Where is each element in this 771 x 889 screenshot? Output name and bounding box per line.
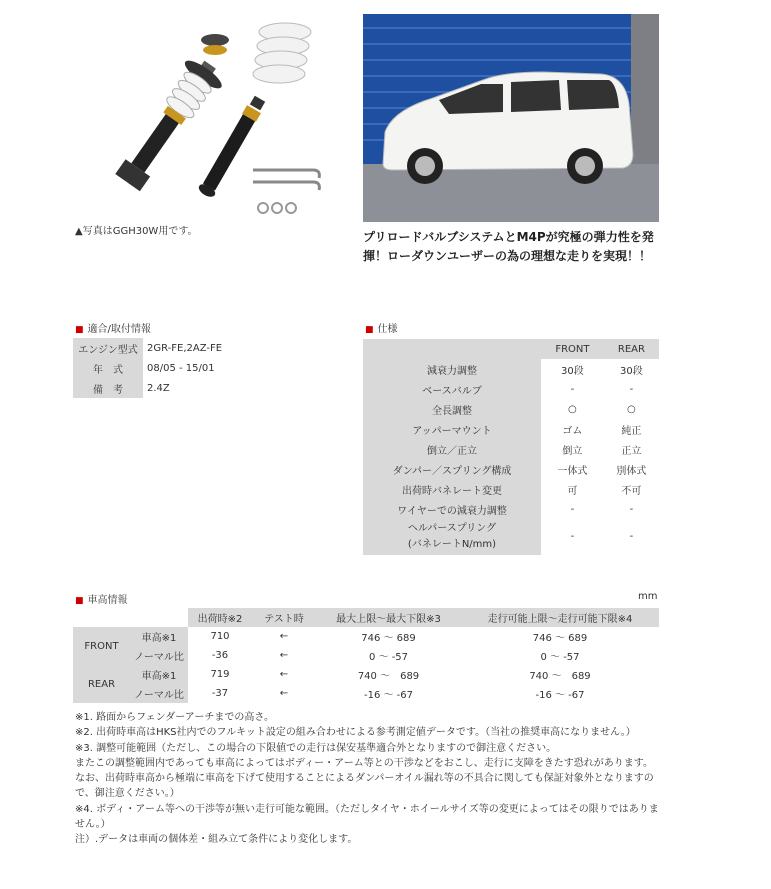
- red-square-icon: ■: [75, 325, 84, 335]
- table-row: [73, 338, 283, 358]
- table-row: [73, 665, 659, 684]
- spec-front: -: [570, 503, 575, 515]
- height-cell: 740 ～ 689: [357, 671, 420, 682]
- note-line: ※3. 調整可能範囲（ただし、この場合の下限値での走行は保安基準適合外となりますので御注意ください。: [75, 742, 557, 754]
- height-cell: -16 ～ -67: [363, 690, 414, 701]
- table-row: [363, 459, 659, 479]
- fitment-table: [73, 338, 283, 398]
- table-row: [363, 479, 659, 499]
- height-row-label: 車高※1: [130, 627, 188, 646]
- spec-label-helper-spring: [363, 519, 541, 555]
- spec-front: -: [570, 383, 575, 395]
- fitment-section-title: ■ 適合/取付情報: [75, 324, 151, 335]
- spec-label-line-1: ヘルパースプリング: [407, 523, 497, 534]
- height-row-label: ノーマル比: [130, 646, 188, 665]
- height-cell: -37: [211, 688, 229, 699]
- spec-table: [363, 339, 659, 555]
- spec-front: -: [570, 531, 575, 542]
- spec-rear: ○: [627, 403, 636, 415]
- product-caption: ▲写真はGGH30W用です。: [75, 226, 198, 237]
- height-cell: -16 ～ -67: [535, 690, 585, 701]
- spec-header-front: FRONT: [541, 339, 604, 359]
- notes: [75, 710, 665, 848]
- spec-front: 一体式: [557, 465, 588, 477]
- table-row: [363, 399, 659, 419]
- table-row: [363, 379, 659, 399]
- height-table: [73, 608, 659, 703]
- height-group-label: REAR: [73, 665, 130, 703]
- height-cell: ←: [279, 688, 289, 699]
- spec-rear: 30段: [620, 365, 643, 377]
- height-cell: ←: [279, 650, 289, 661]
- height-cell: 740 ～ 689: [529, 671, 591, 682]
- note-line: ※1. 路面からフェンダーアーチまでの高さ。: [75, 712, 274, 723]
- table-header-row: [363, 339, 659, 359]
- height-cell: 0 ～ -57: [540, 652, 580, 663]
- spec-label: 出荷時バネレート変更: [363, 479, 541, 499]
- table-row: [73, 378, 283, 398]
- table-row: [73, 627, 659, 646]
- fitment-key: 備 考: [73, 378, 143, 398]
- height-cell: ←: [279, 631, 289, 642]
- product-image: [75, 12, 335, 222]
- table-row: [73, 646, 659, 665]
- spec-front: ゴム: [562, 425, 583, 437]
- spec-section-title: ■ 仕様: [365, 324, 398, 335]
- fitment-key: エンジン型式: [73, 338, 143, 358]
- fitment-value: 08/05 - 15/01: [147, 362, 215, 374]
- table-row: [363, 359, 659, 379]
- fitment-key: 年 式: [73, 358, 143, 378]
- height-group-label: FRONT: [73, 627, 130, 665]
- unit-label: mm: [638, 591, 658, 602]
- table-row: [363, 499, 659, 519]
- spec-header-blank: [363, 339, 541, 359]
- height-cell: -36: [211, 650, 229, 661]
- spec-header-rear: REAR: [604, 339, 659, 359]
- height-cell: 710: [210, 631, 230, 642]
- spec-rear: -: [629, 503, 634, 515]
- spec-label: ダンパー／スプリング構成: [363, 459, 541, 479]
- red-square-icon: ■: [75, 596, 84, 606]
- spec-rear: 正立: [621, 445, 642, 457]
- height-cell: 746 ～ 689: [532, 633, 588, 644]
- spec-rear: 純正: [621, 425, 642, 437]
- height-cell: ←: [279, 669, 289, 680]
- spec-front: ○: [568, 403, 577, 415]
- height-header: テスト時: [252, 608, 316, 627]
- note-line: ※2. 出荷時車高はHKS社内でのフルキット設定の組み合わせによる参考測定値データです。（当社の推奨車高になりません。）: [75, 727, 636, 739]
- spec-label: アッパーマウント: [363, 419, 541, 439]
- spec-rear: 不可: [621, 485, 642, 497]
- spec-label: 全長調整: [363, 399, 541, 419]
- height-section-title: ■ 車高情報: [75, 595, 128, 606]
- header-blank: [130, 608, 188, 627]
- spec-front: 可: [567, 485, 578, 497]
- spec-front: 30段: [561, 365, 584, 377]
- spec-label: 倒立／正立: [363, 439, 541, 459]
- spec-label: ワイヤーでの減衰力調整: [363, 499, 541, 519]
- spec-rear: -: [629, 383, 634, 395]
- note-line: 注）.データは車両の個体差・組み立て条件により変化します。: [75, 834, 358, 846]
- spec-label: 減衰力調整: [363, 359, 541, 379]
- height-cell: 746 ～ 689: [361, 633, 416, 644]
- spec-label-line-2: (バネレートN/mm): [407, 539, 497, 550]
- fitment-value: 2GR-FE,2AZ-FE: [147, 342, 223, 354]
- table-row: [73, 684, 659, 703]
- spec-rear: 別体式: [616, 465, 647, 477]
- table-row: [363, 419, 659, 439]
- table-header-row: [73, 608, 659, 627]
- table-row: [363, 519, 659, 555]
- spec-front: 倒立: [562, 445, 583, 457]
- height-row-label: 車高※1: [130, 665, 188, 684]
- height-row-label: ノーマル比: [130, 684, 188, 703]
- table-row: [73, 358, 283, 378]
- note-line: ※4. ボディ・アーム等への干渉等が無い走行可能な範囲。（ただしタイヤ・ホイールサイズ等の変更によってはその限りではありません。）: [75, 803, 659, 831]
- note-line: またこの調整範囲内であっても車高によってはボディー・アーム等との干渉などをおこし、走行に支障をきたす恐れがあります。: [75, 757, 653, 769]
- height-header: 最大上限～最大下限※3: [316, 608, 461, 627]
- product-tagline: プリロードバルブシステムとM4Pが究極の弾力性を発揮！ローダウンユーザーの為の理想な走りを実現！！: [363, 230, 654, 263]
- car-photo: [363, 14, 659, 222]
- height-header: 走行可能上限～走行可能下限※4: [461, 608, 659, 627]
- height-cell: 719: [210, 669, 230, 680]
- note-line: なお、出荷時車高から極端に車高を下げて使用することによるダンパーオイル漏れ等の不具合に関しても保証対象外となりますので、御注意ください。）: [75, 773, 654, 800]
- red-square-icon: ■: [365, 325, 374, 335]
- height-header: 出荷時※2: [188, 608, 252, 627]
- header-blank: [73, 608, 130, 627]
- fitment-value: 2.4Z: [147, 382, 170, 394]
- table-row: [363, 439, 659, 459]
- spec-label: ベースバルブ: [363, 379, 541, 399]
- spec-rear: -: [629, 531, 634, 542]
- height-cell: 0 ～ -57: [368, 652, 409, 663]
